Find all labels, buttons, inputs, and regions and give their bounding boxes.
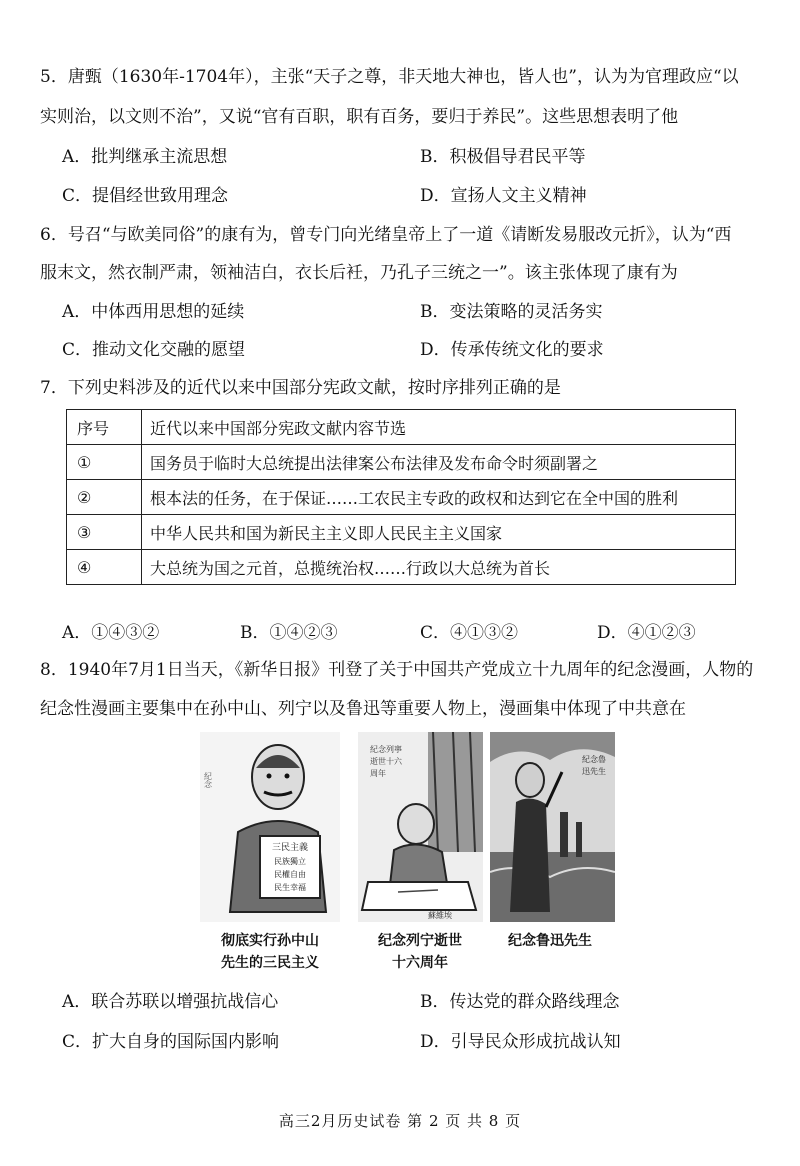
table-row	[67, 445, 736, 480]
svg-text:紀念列寧: 紀念列寧	[370, 745, 402, 754]
q8-number: 8．	[40, 660, 68, 680]
q8-line1: 8．1940年7月1日当天，《新华日报》刊登了关于中国共产党成立十九周年的纪念漫画，人物的	[40, 660, 754, 680]
table-header-row	[67, 410, 736, 445]
q7-table	[66, 409, 736, 585]
table-cell-text: 大总统为国之元首，总揽统治权……行政以大总统为首长	[142, 550, 736, 585]
table-row	[67, 480, 736, 515]
page-footer: 高三2月历史试卷 第 2 页 共 8 页	[278, 1112, 522, 1130]
q7-option-b: B．①④②③	[240, 623, 338, 643]
q6-option-a: A．中体西用思想的延续	[62, 302, 245, 322]
q5-line1: 5．唐甄（1630年-1704年），主张“天子之尊，非天地大神也，皆人也”，认为为官理政应“以	[40, 67, 739, 87]
caption-figure-3: 纪念鲁迅先生	[508, 933, 592, 949]
q8-option-c: C．扩大自身的国际国内影响	[62, 1032, 280, 1052]
q8-option-d: D．引导民众形成抗战认知	[420, 1032, 621, 1052]
q8-line2: 纪念性漫画主要集中在孙中山、列宁以及鲁迅等重要人物上，漫画集中体现了中共意在	[40, 699, 686, 719]
cartoon-lu-xun	[490, 732, 615, 922]
cartoon-lenin	[358, 732, 483, 922]
table-row	[67, 550, 736, 585]
table-header-cell: 序号	[67, 410, 142, 445]
q6-option-b: B．变法策略的灵活务实	[420, 302, 603, 322]
svg-text:蘇維埃: 蘇維埃	[428, 911, 452, 920]
svg-text:紀念: 紀念	[203, 772, 213, 788]
q7-number: 7．	[40, 378, 68, 398]
q6-option-d: D．传承传统文化的要求	[420, 340, 604, 360]
q7-option-a: A．①④③②	[62, 623, 160, 643]
svg-text:民生幸福: 民生幸福	[274, 883, 306, 892]
table-cell-text: 根本法的任务，在于保证……工农民主专政的政权和达到它在全中国的胜利	[142, 480, 736, 515]
q8-option-b: B．传达党的群众路线理念	[420, 992, 620, 1012]
table-cell-index: ③	[67, 515, 142, 550]
q7-option-d: D．④①②③	[597, 623, 696, 643]
q5-option-b: B．积极倡导君民平等	[420, 147, 586, 167]
svg-text:迅先生: 迅先生	[582, 767, 606, 776]
q6-line2: 服末文，然衣制严肃，领袖洁白，衣长后衽，乃孔子三统之一”。该主张体现了康有为	[40, 263, 678, 283]
q8-figures	[200, 732, 610, 977]
q6-line1: 6．号召“与欧美同俗”的康有为，曾专门向光绪皇帝上了一道《请断发易服改元折》，认为“西	[40, 225, 732, 245]
q5-line2: 实则治，以文则不治”，又说“官有百职，职有百务，要归于养民”。这些思想表明了他	[40, 107, 679, 127]
table-cell-index: ①	[67, 445, 142, 480]
caption-figure-1: 彻底实行孙中山 先生的三民主义	[221, 933, 319, 971]
cartoon-sun-yat-sen-image	[200, 732, 340, 922]
q7-option-c: C．④①③②	[420, 623, 519, 643]
sun-sign-text: 三民主義	[271, 843, 309, 853]
svg-text:紀念魯: 紀念魯	[582, 755, 606, 764]
table-cell-text: 国务员于临时大总统提出法律案公布法律及发布命令时须副署之	[142, 445, 736, 480]
table-cell-index: ④	[67, 550, 142, 585]
q5-option-a: A．批判继承主流思想	[62, 147, 228, 167]
q5-number: 5．	[40, 67, 68, 87]
q5-option-d: D．宣扬人文主义精神	[420, 186, 587, 206]
q6-option-c: C．推动文化交融的愿望	[62, 340, 246, 360]
cartoon-lenin-image	[358, 732, 483, 922]
svg-text:周年: 周年	[370, 769, 386, 778]
svg-text:逝世十六: 逝世十六	[370, 757, 402, 766]
q6-number: 6．	[40, 225, 68, 245]
table-row	[67, 515, 736, 550]
svg-text:民權自由: 民權自由	[274, 870, 306, 879]
table-cell-text: 中华人民共和国为新民主主义即人民民主主义国家	[142, 515, 736, 550]
q7-line1: 7．下列史料涉及的近代以来中国部分宪政文献，按时序排列正确的是	[40, 378, 561, 398]
table-header-cell: 近代以来中国部分宪政文献内容节选	[142, 410, 736, 445]
cartoon-sun-yat-sen	[200, 732, 325, 922]
table-cell-index: ②	[67, 480, 142, 515]
caption-figure-2: 纪念列宁逝世 十六周年	[378, 933, 462, 971]
cartoon-lu-xun-image	[490, 732, 615, 922]
svg-text:民族獨立: 民族獨立	[274, 857, 306, 866]
q5-option-c: C．提倡经世致用理念	[62, 186, 229, 206]
q8-option-a: A．联合苏联以增强抗战信心	[62, 992, 279, 1012]
